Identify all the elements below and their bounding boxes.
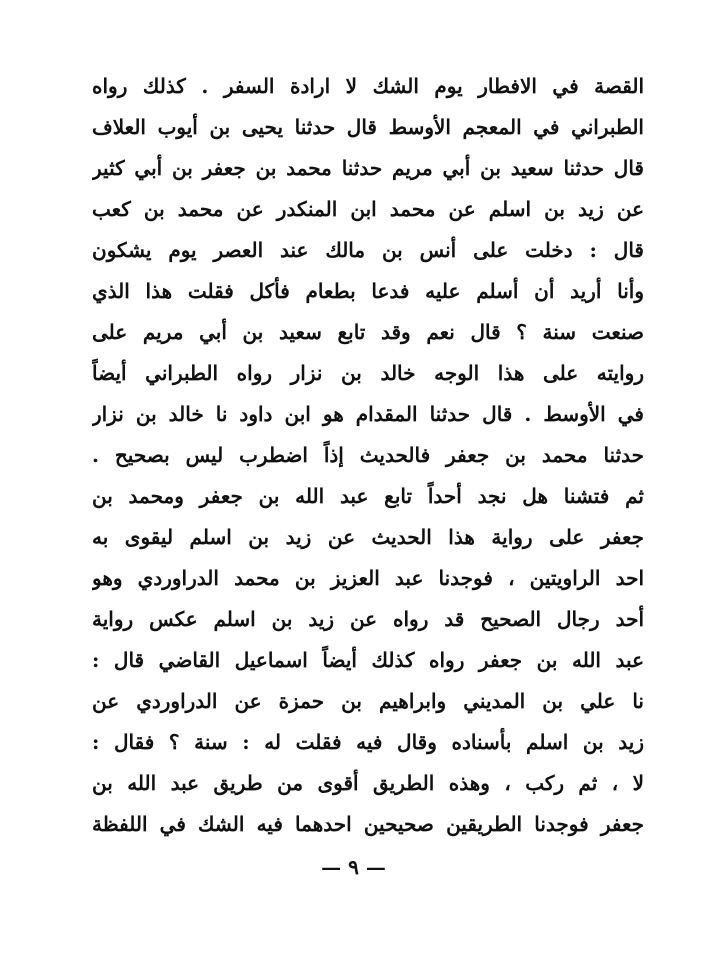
text-line: جعفر على رواية هذا الحديث عن زيد بن اسلم ليقوى به xyxy=(92,525,644,549)
text-line: حدثنا محمد بن جعفر فالحديث إذاً اضطرب ليس بصحيح . xyxy=(92,443,644,467)
text-line: زيد بن اسلم بأسناده وقال فيه فقلت له : سنة ؟ فقال : xyxy=(92,730,644,754)
text-line: القصة في الافطار يوم الشك لا ارادة السفر . كذلك رواه xyxy=(92,74,644,98)
text-line: احد الراويتين ، فوجدنا عبد العزيز بن محمد الدراوردي وهو xyxy=(92,566,644,590)
text-line: في الأوسط . قال حدثنا المقدام هو ابن داود نا خالد بن نزار xyxy=(92,402,644,426)
text-line: لا ، ثم ركب ، وهذه الطريق أقوى من طريق عبد الله بن xyxy=(92,771,644,795)
text-line: روايته على هذا الوجه خالد بن نزار رواه الطبراني أيضاً xyxy=(92,361,644,385)
text-line: صنعت سنة ؟ قال نعم وقد تابع سعيد بن أبي مريم على xyxy=(92,320,644,344)
text-line: الطبراني في المعجم الأوسط قال حدثنا يحيى بن أيوب العلاف xyxy=(92,115,644,139)
text-line: عن زيد بن اسلم عن محمد ابن المنكدر عن محمد بن كعب xyxy=(92,197,644,221)
text-line: جعفر فوجدنا الطريقين صحيحين احدهما فيه الشك في اللفظة xyxy=(92,812,644,836)
text-line: نا علي بن المديني وابراهيم بن حمزة عن الدراوردي عن xyxy=(92,689,644,713)
text-line: أحد رجال الصحيح قد رواه عن زيد بن اسلم عكس رواية xyxy=(92,607,644,631)
body-text xyxy=(92,66,644,845)
text-line: ثم فتشنا هل نجد أحداً تابع عبد الله بن جعفر ومحمد بن xyxy=(92,484,644,508)
text-line: وأنا أريد أن أسلم عليه فدعا بطعام فأكل فقلت هذا الذي xyxy=(92,279,644,303)
text-line: قال حدثنا سعيد بن أبي مريم حدثنا محمد بن جعفر بن أبي كثير xyxy=(92,156,644,180)
text-line: قال : دخلت على أنس بن مالك عند العصر يوم يشكون xyxy=(92,238,644,262)
page-number: — ٩ — xyxy=(321,855,386,879)
text-line: عبد الله بن جعفر رواه كذلك أيضاً اسماعيل القاضي قال : xyxy=(92,648,644,672)
